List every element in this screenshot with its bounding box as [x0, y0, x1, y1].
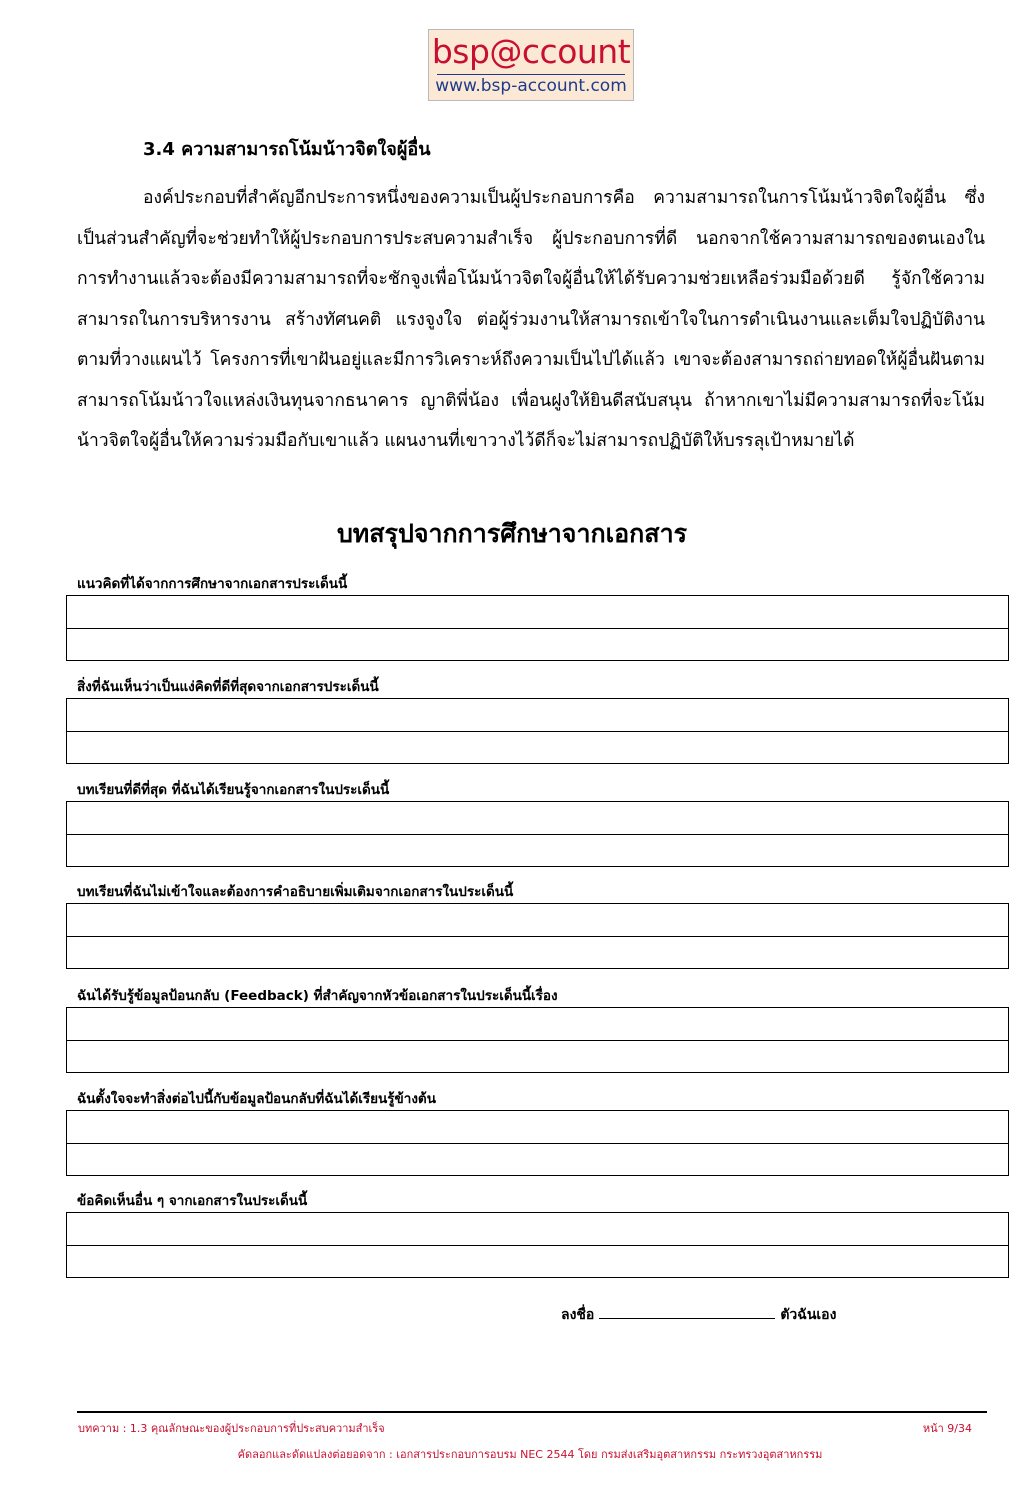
question-label: สิ่งที่ฉันเห็นว่าเป็นแง่คิดที่ดีที่สุดจากเอกสารประเด็นนี้	[77, 679, 379, 695]
logo-divider	[437, 74, 625, 75]
footer-divider	[77, 1411, 987, 1413]
question-label: ข้อคิดเห็นอื่น ๆ จากเอกสารในประเด็นนี้	[77, 1193, 308, 1209]
logo-name: bsp@ccount	[431, 32, 631, 71]
answer-line-2[interactable]	[67, 834, 1008, 867]
summary-title: บทสรุปจากการศึกษาจากเอกสาร	[336, 519, 688, 548]
answer-box	[66, 1110, 1009, 1176]
answer-box	[66, 1212, 1009, 1278]
question-label: ฉันตั้งใจจะทำสิ่งต่อไปนี้กับข้อมูลป้อนกลับที่ฉันได้เรียนรู้ข้างต้น	[77, 1091, 436, 1107]
answer-line-1[interactable]	[67, 802, 1008, 835]
signature-prefix: ลงชื่อ	[561, 1307, 595, 1323]
answer-line-2[interactable]	[67, 936, 1008, 969]
answer-box	[66, 1007, 1009, 1073]
section-heading: 3.4 ความสามารถโน้มน้าวจิตใจผู้อื่น	[143, 139, 431, 160]
answer-line-1[interactable]	[67, 1213, 1008, 1246]
answer-line-2[interactable]	[67, 1040, 1008, 1073]
answer-line-2[interactable]	[67, 628, 1008, 661]
body-paragraph: องค์ประกอบที่สำคัญอีกประการหนึ่งของความเป็นผู้ประกอบการคือ ความสามารถในการโน้มน้าวจิตใจผู้อื่น ซึ่งเป็นส่วนสำคัญที่จะช่วยทำให้ผู้ประกอบการประสบความสำเร็จ ผู้ประกอบการที่ดี นอกจากใช้ความสามารถของตนเองในการทำงานแล้วจะต้องมีความสามารถที่จะชักจูงเพื่อโน้มน้าวจิตใจผู้อื่นให้ได้รับความช่วยเหลือร่วมมือด้วยดี รู้จักใช้ความสามารถในการบริหารงาน สร้างทัศนคติ แรงจูงใจ ต่อผู้ร่วมงานให้สามารถเข้าใจในการดำเนินงานและเต็มใจปฏิบัติงานตามที่วางแผนไว้ โครงการที่เขาฝันอยู่และมีการวิเคราะห์ถึงความเป็นไปได้แล้ว เขาจะต้องสามารถถ่ายทอดให้ผู้อื่นฝันตาม สามารถโน้มน้าวใจแหล่งเงินทุนจากธนาคาร ญาติพี่น้อง เพื่อนฝูงให้ยินดีสนับสนุน ถ้าหากเขาไม่มีความสามารถที่จะโน้มน้าวจิตใจผู้อื่นให้ความร่วมมือกับเขาแล้ว แผนงานที่เขาวางไว้ดีก็จะไม่สามารถปฏิบัติให้บรรลุเป้าหมายได้	[77, 188, 985, 451]
signature-row	[561, 1304, 836, 1326]
question-label: บทเรียนที่ฉันไม่เข้าใจและต้องการคำอธิบายเพิ่มเติมจากเอกสารในประเด็นนี้	[77, 884, 514, 900]
answer-line-1[interactable]	[67, 596, 1008, 629]
answer-box	[66, 903, 1009, 969]
answer-box	[66, 595, 1009, 661]
question-label: ฉันได้รับรู้ข้อมูลป้อนกลับ (Feedback) ที่สำคัญจากหัวข้อเอกสารในประเด็นนี้เรื่อง	[77, 988, 558, 1004]
answer-line-1[interactable]	[67, 1111, 1008, 1144]
footer-page-number: หน้า 9/34	[922, 1422, 972, 1435]
footer-article: บทความ : 1.3 คุณลักษณะของผู้ประกอบการที่ประสบความสำเร็จ	[78, 1422, 385, 1435]
answer-line-2[interactable]	[67, 1245, 1008, 1278]
logo-url: www.bsp-account.com	[435, 76, 627, 96]
question-label: แนวคิดที่ได้จากการศึกษาจากเอกสารประเด็นนี้	[77, 576, 348, 592]
answer-line-1[interactable]	[67, 904, 1008, 937]
answer-line-1[interactable]	[67, 1008, 1008, 1041]
signature-line[interactable]	[599, 1304, 775, 1319]
signature-suffix: ตัวฉันเอง	[780, 1307, 837, 1323]
question-label: บทเรียนที่ดีที่สุด ที่ฉันได้เรียนรู้จากเอกสารในประเด็นนี้	[77, 782, 390, 798]
footer-credit: คัดลอกและดัดแปลงต่อยอดจาก : เอกสารประกอบการอบรม NEC 2544 โดย กรมส่งเสริมอุตสาหกรรม กระทรวงอุตสาหกรรม	[237, 1448, 823, 1461]
answer-line-2[interactable]	[67, 731, 1008, 764]
answer-line-1[interactable]	[67, 699, 1008, 732]
answer-line-2[interactable]	[67, 1143, 1008, 1176]
bsp-account-logo	[428, 29, 634, 101]
answer-box	[66, 801, 1009, 867]
answer-box	[66, 698, 1009, 764]
